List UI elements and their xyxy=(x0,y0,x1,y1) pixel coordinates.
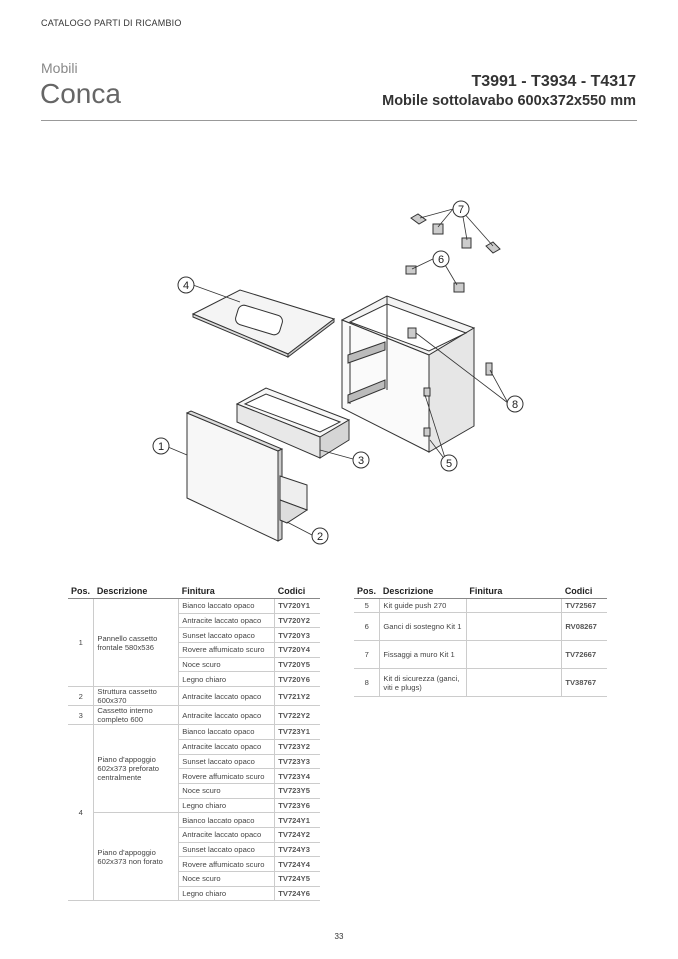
table-row xyxy=(68,599,320,614)
parts-table-left-body xyxy=(68,599,320,901)
row-code: TV724Y2 xyxy=(275,827,320,842)
row-pos: 5 xyxy=(354,599,380,613)
row-finitura: Legno chiaro xyxy=(179,672,275,687)
row-finitura: Noce scuro xyxy=(179,783,275,798)
row-code: TV724Y4 xyxy=(275,857,320,872)
row-code: TV724Y6 xyxy=(275,886,320,901)
callout-8 xyxy=(507,396,523,412)
row-code: TV723Y6 xyxy=(275,798,320,813)
table-row xyxy=(68,706,320,725)
row-finitura: Bianco laccato opaco xyxy=(179,599,275,614)
row-finitura: Noce scuro xyxy=(179,657,275,672)
table-row xyxy=(68,813,320,828)
row-pos: 8 xyxy=(354,669,380,697)
svg-text:1: 1 xyxy=(157,441,165,453)
row-code: TV720Y6 xyxy=(275,672,320,687)
col-finitura: Finitura xyxy=(466,583,561,599)
row-code: TV722Y2 xyxy=(275,706,320,725)
col-descrizione: Descrizione xyxy=(94,583,179,599)
row-finitura: Sunset laccato opaco xyxy=(179,754,275,769)
svg-text:2: 2 xyxy=(316,531,324,543)
row-finitura: Antracite laccato opaco xyxy=(179,613,275,628)
row-finitura xyxy=(466,641,561,669)
row-code: TV720Y4 xyxy=(275,643,320,658)
exploded-diagram xyxy=(140,190,540,555)
row-finitura: Legno chiaro xyxy=(179,886,275,901)
row-code: TV723Y2 xyxy=(275,739,320,754)
row-pos: 6 xyxy=(354,613,380,641)
row-finitura: Antracite laccato opaco xyxy=(179,706,275,725)
row-code: TV723Y1 xyxy=(275,725,320,740)
row-code: TV723Y5 xyxy=(275,783,320,798)
svg-text:6: 6 xyxy=(437,254,445,266)
product-codes: T3991 - T3934 - T4317 xyxy=(471,73,636,90)
col-finitura: Finitura xyxy=(179,583,275,599)
row-pos: 1 xyxy=(68,599,94,687)
row-finitura: Antracite laccato opaco xyxy=(179,739,275,754)
col-descrizione: Descrizione xyxy=(380,583,467,599)
row-finitura: Rovere affumicato scuro xyxy=(179,857,275,872)
row-code: TV720Y2 xyxy=(275,613,320,628)
row-code: TV38767 xyxy=(562,669,607,697)
col-pos: Pos. xyxy=(354,583,380,599)
row-code: TV724Y1 xyxy=(275,813,320,828)
table-row xyxy=(68,725,320,740)
row-finitura: Rovere affumicato scuro xyxy=(179,643,275,658)
callout-2 xyxy=(312,528,328,544)
row-code: TV720Y5 xyxy=(275,657,320,672)
col-pos: Pos. xyxy=(68,583,94,599)
parts-table-left xyxy=(68,583,320,901)
row-finitura xyxy=(466,613,561,641)
row-pos: 2 xyxy=(68,687,94,706)
row-pos: 4 xyxy=(68,725,94,901)
row-pos: 3 xyxy=(68,706,94,725)
svg-text:8: 8 xyxy=(511,399,519,411)
page-number: 33 xyxy=(334,932,344,941)
row-description: Struttura cassetto 600x370 xyxy=(94,687,179,706)
callout-3 xyxy=(353,452,369,468)
section-name: Mobili xyxy=(41,60,78,76)
callout-4 xyxy=(178,277,194,293)
row-finitura: Antracite laccato opaco xyxy=(179,827,275,842)
row-finitura: Sunset laccato opaco xyxy=(179,842,275,857)
table-row xyxy=(68,687,320,706)
table-row xyxy=(354,613,607,641)
callout-6 xyxy=(433,251,449,267)
row-description: Cassetto interno completo 600 xyxy=(94,706,179,725)
row-code: TV723Y4 xyxy=(275,769,320,784)
row-description: Ganci di sostegno Kit 1 xyxy=(380,613,467,641)
row-code: TV721Y2 xyxy=(275,687,320,706)
callout-1 xyxy=(153,438,169,454)
row-finitura xyxy=(466,669,561,697)
header-divider xyxy=(41,120,637,121)
row-code: TV72567 xyxy=(562,599,607,613)
row-finitura: Bianco laccato opaco xyxy=(179,813,275,828)
callout-5 xyxy=(441,455,457,471)
col-codici: Codici xyxy=(562,583,607,599)
row-description: Piano d'appoggio 602x373 non forato xyxy=(94,813,179,901)
row-code: TV724Y3 xyxy=(275,842,320,857)
product-subtitle: Mobile sottolavabo 600x372x550 mm xyxy=(382,93,636,109)
row-finitura: Rovere affumicato scuro xyxy=(179,769,275,784)
row-code: TV72667 xyxy=(562,641,607,669)
row-finitura: Noce scuro xyxy=(179,872,275,887)
row-description: Piano d'appoggio 602x373 preforato centralmente xyxy=(94,725,179,813)
svg-text:7: 7 xyxy=(457,204,465,216)
row-description: Fissaggi a muro Kit 1 xyxy=(380,641,467,669)
row-finitura: Sunset laccato opaco xyxy=(179,628,275,643)
row-finitura: Antracite laccato opaco xyxy=(179,687,275,706)
countertop-drawing xyxy=(193,290,334,357)
row-description: Pannello cassetto frontale 580x536 xyxy=(94,599,179,687)
col-codici: Codici xyxy=(275,583,320,599)
row-description: Kit guide push 270 xyxy=(380,599,467,613)
row-finitura: Legno chiaro xyxy=(179,798,275,813)
svg-text:3: 3 xyxy=(357,455,365,467)
row-code: RV08267 xyxy=(562,613,607,641)
svg-text:4: 4 xyxy=(182,280,190,292)
row-description: Kit di sicurezza (ganci, viti e plugs) xyxy=(380,669,467,697)
cabinet-carcass-drawing xyxy=(342,296,474,452)
table-row xyxy=(354,641,607,669)
row-finitura: Bianco laccato opaco xyxy=(179,725,275,740)
row-code: TV723Y3 xyxy=(275,754,320,769)
parts-table-right-body xyxy=(354,599,607,697)
row-code: TV720Y3 xyxy=(275,628,320,643)
row-code: TV724Y5 xyxy=(275,872,320,887)
svg-text:5: 5 xyxy=(445,458,453,470)
row-code: TV720Y1 xyxy=(275,599,320,614)
drawer-runner-drawing xyxy=(280,476,307,523)
table-row xyxy=(354,599,607,613)
table-row xyxy=(354,669,607,697)
row-finitura xyxy=(466,599,561,613)
row-pos: 7 xyxy=(354,641,380,669)
parts-table-right xyxy=(354,583,607,697)
catalog-label: CATALOGO PARTI DI RICAMBIO xyxy=(41,18,182,28)
page-title: Conca xyxy=(40,78,121,109)
callout-7 xyxy=(453,201,469,217)
